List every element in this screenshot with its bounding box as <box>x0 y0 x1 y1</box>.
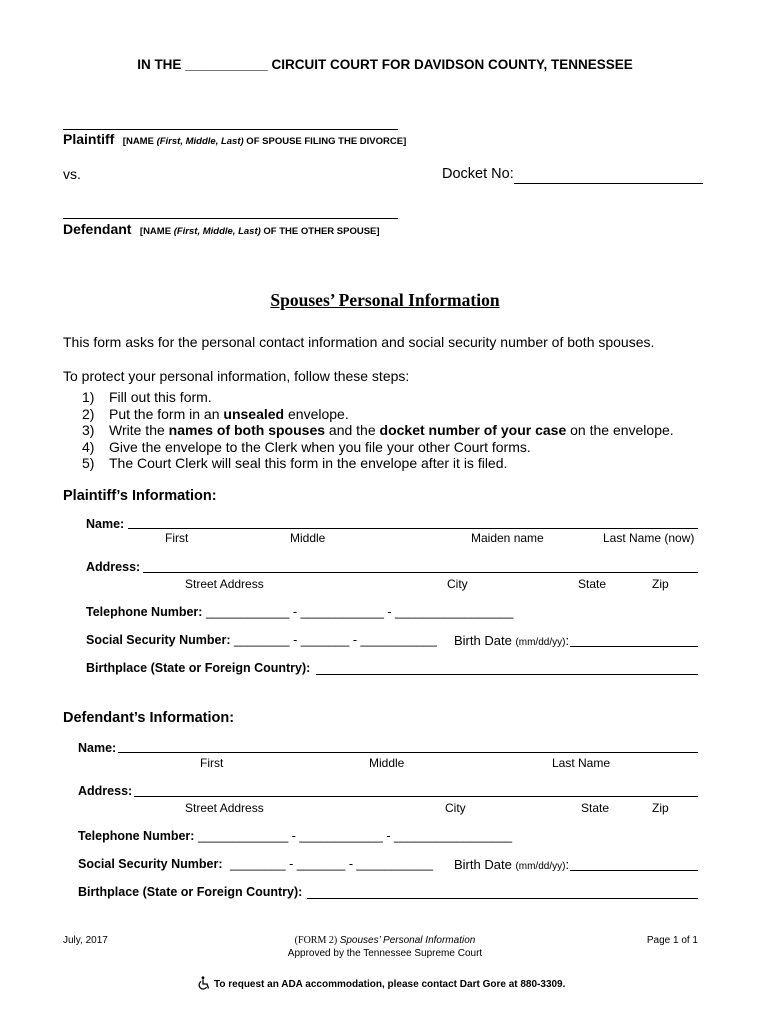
defendant-birthplace-label: Birthplace (State or Foreign Country): <box>78 885 303 899</box>
defendant-street-caption: Street Address <box>185 801 264 815</box>
plaintiff-name-label: Name: <box>86 517 125 531</box>
ada-notice <box>197 976 565 993</box>
plaintiff-street-caption: Street Address <box>185 577 264 591</box>
step-text: The Court Clerk will seal this form in the envelope after it is filed. <box>109 455 508 472</box>
defendant-ssn-label: Social Security Number: <box>78 857 223 871</box>
plaintiff-caption <box>63 131 406 149</box>
step-text: names of both spouses <box>168 422 326 439</box>
footer-date: July, 2017 <box>63 935 108 946</box>
plaintiff-label: Plaintiff <box>63 131 115 147</box>
defendant-ssn-field[interactable]: ________ - _______ - ___________ <box>229 857 433 871</box>
ada-text: To request an ADA accommodation, please contact Dart Gore at 880-3309. <box>214 979 566 990</box>
plaintiff-phone-label: Telephone Number: <box>86 605 203 619</box>
plaintiff-address-field[interactable] <box>143 572 698 573</box>
step-text: Write the <box>109 422 169 439</box>
defendant-name-field[interactable] <box>118 752 698 753</box>
footer-form-name: (FORM 2) Spouses’ Personal Information <box>294 935 476 946</box>
step-item <box>82 455 674 472</box>
defendant-state-caption: State <box>581 801 610 815</box>
step-item <box>82 422 674 439</box>
step-item <box>82 439 674 456</box>
accessibility-icon <box>197 976 211 993</box>
plaintiff-section-heading: Plaintiff’s Information: <box>63 488 217 504</box>
plaintiff-birthdate-field[interactable] <box>570 646 698 647</box>
defendant-address-label: Address: <box>78 784 133 798</box>
steps-list <box>82 389 674 472</box>
step-text: and the <box>325 422 380 439</box>
plaintiff-city-caption: City <box>447 577 468 591</box>
plaintiff-address-label: Address: <box>86 560 141 574</box>
defendant-city-caption: City <box>445 801 466 815</box>
defendant-birthdate-label: Birth Date (mm/dd/yy): <box>454 857 570 872</box>
step-text: Give the envelope to the Clerk when you file your other Court forms. <box>109 438 531 455</box>
intro-text: This form asks for the personal contact information and social security number of both spouses. <box>63 334 655 350</box>
defendant-section-heading: Defendant’s Information: <box>63 710 235 726</box>
defendant-phone-field[interactable]: _____________ - ____________ - _________________ <box>197 829 513 843</box>
step-text: on the envelope. <box>566 422 674 439</box>
plaintiff-ssn-field[interactable]: ________ - _______ - ___________ <box>233 633 437 647</box>
step-number: 4) <box>82 438 95 455</box>
plaintiff-state-caption: State <box>578 577 607 591</box>
defendant-last-caption: Last Name <box>552 756 611 770</box>
docket-label: Docket No: <box>442 166 514 182</box>
footer-page-number: Page 1 of 1 <box>646 935 698 946</box>
plaintiff-first-caption: First <box>165 531 189 545</box>
defendant-name-label: Name: <box>78 741 117 755</box>
defendant-ssn-row <box>78 857 433 871</box>
defendant-phone-label: Telephone Number: <box>78 829 195 843</box>
defendant-birthplace-field[interactable] <box>307 898 698 899</box>
step-number: 1) <box>82 389 95 405</box>
defendant-address-field[interactable] <box>134 796 698 797</box>
step-item <box>82 406 674 423</box>
step-text: Fill out this form. <box>109 389 212 405</box>
court-header: IN THE ___________ CIRCUIT COURT FOR DAVIDSON COUNTY, TENNESSEE <box>137 57 633 72</box>
versus-text: vs. <box>63 166 81 182</box>
step-number: 5) <box>82 455 95 472</box>
step-text: envelope. <box>284 405 349 422</box>
defendant-note: [NAME (First, Middle, Last) OF THE OTHER SPOUSE] <box>139 226 380 237</box>
step-text: Put the form in an <box>109 405 224 422</box>
plaintiff-birthplace-field[interactable] <box>316 674 698 675</box>
plaintiff-birthplace-label: Birthplace (State or Foreign Country): <box>86 661 311 675</box>
defendant-birthdate-field[interactable] <box>570 870 698 871</box>
plaintiff-last-caption: Last Name (now) <box>603 531 695 545</box>
plaintiff-birthdate-label: Birth Date (mm/dd/yy): <box>454 633 570 648</box>
plaintiff-name-field[interactable] <box>128 528 698 529</box>
defendant-caption <box>63 221 380 239</box>
plaintiff-middle-caption: Middle <box>290 531 326 545</box>
defendant-name-line[interactable] <box>63 218 398 219</box>
plaintiff-ssn-label: Social Security Number: <box>86 633 231 647</box>
plaintiff-maiden-caption: Maiden name <box>471 531 544 545</box>
defendant-phone-row <box>78 829 512 843</box>
footer-approved: Approved by the Tennessee Supreme Court <box>287 948 483 959</box>
defendant-first-caption: First <box>200 756 224 770</box>
step-number: 2) <box>82 405 95 422</box>
defendant-zip-caption: Zip <box>652 801 669 815</box>
plaintiff-phone-field[interactable]: ____________ - ____________ - _________________ <box>205 605 514 619</box>
plaintiff-phone-row <box>86 605 513 619</box>
defendant-middle-caption: Middle <box>369 756 405 770</box>
step-text: docket number of your case <box>379 422 567 439</box>
form-title: Spouses’ Personal Information <box>270 290 500 310</box>
plaintiff-ssn-row <box>86 633 437 647</box>
plaintiff-name-line[interactable] <box>63 129 398 130</box>
steps-intro: To protect your personal information, follow these steps: <box>63 368 410 384</box>
plaintiff-note: [NAME (First, Middle, Last) OF SPOUSE FILING THE DIVORCE] <box>122 136 407 147</box>
step-number: 3) <box>82 422 95 439</box>
defendant-label: Defendant <box>63 221 132 237</box>
plaintiff-zip-caption: Zip <box>652 577 669 591</box>
step-item <box>82 389 674 406</box>
docket-number-line[interactable] <box>514 183 703 184</box>
step-text: unsealed <box>223 405 285 422</box>
